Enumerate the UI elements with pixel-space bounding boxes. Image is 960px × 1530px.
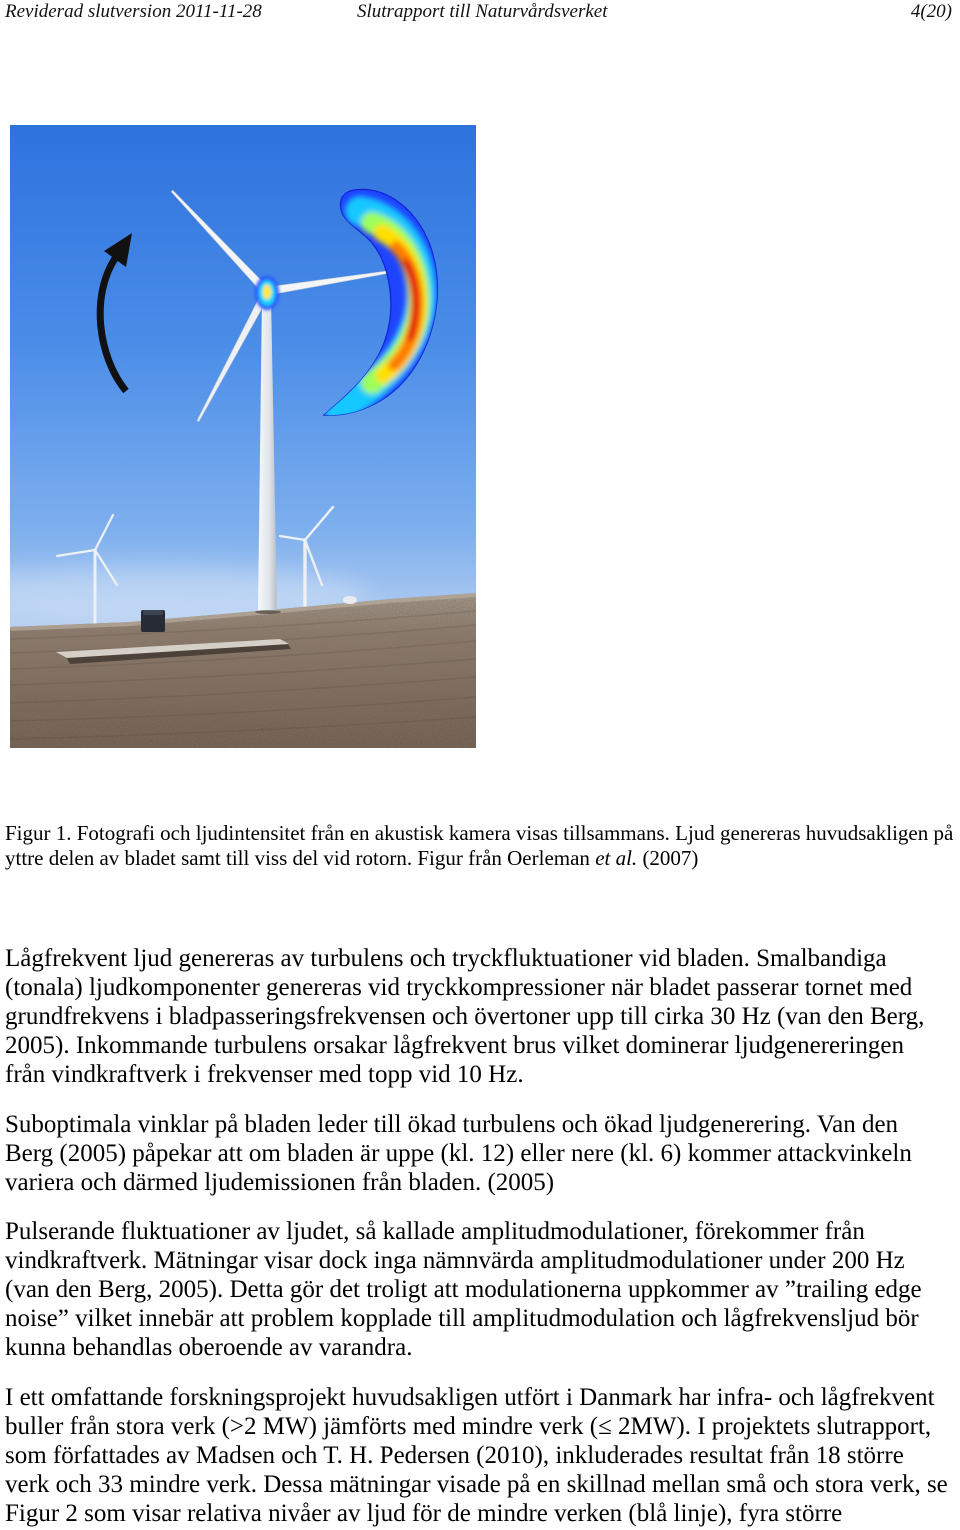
dark-vehicle-top (143, 610, 163, 615)
paragraph (5, 1110, 955, 1197)
rotor-sound-heatmap (255, 276, 279, 310)
header-report-title: Slutrapport till Naturvårdsverket (357, 1, 608, 22)
text-line: variera och därmed ljudemissionen från bladen. (2005) (5, 1168, 555, 1196)
header-page-number: 4(20) (910, 1, 952, 22)
paragraph (5, 944, 955, 1089)
text-line: grundfrekvens i bladpasseringsfrekvensen och övertoner upp till cirka 30 Hz (van den Berg, (5, 1003, 925, 1030)
text-line: 2005). Inkommande turbulens orsakar lågfrekvent brus vilket dominerar ljudgenereringen (5, 1032, 905, 1059)
caption-line (5, 846, 955, 871)
text-line: noise” vilket innebär att problem kopplade till amplitudmodulation och lågfrekvensljud bör (5, 1305, 919, 1333)
text-line: (van den Berg, 2005). Detta gör det troligt att modulationerna uppkommer av ”trailing edge (5, 1276, 922, 1304)
caption-italic-text: et al. (595, 846, 638, 870)
white-car (343, 596, 357, 604)
text-line: I ett omfattande forskningsprojekt huvudsakligen utfört i Danmark har infra- och lågfrekvent (5, 1383, 935, 1411)
paragraph (5, 1217, 955, 1362)
text-line: Suboptimala vinklar på bladen leder till ökad turbulens och ökad ljudgenerering. Van den (5, 1110, 899, 1138)
paragraph (5, 1383, 955, 1528)
figure-caption (5, 821, 955, 871)
text-line: Figur 2 som visar relativa nivåer av ljud för de mindre verken (blå linje), fyra större (5, 1499, 843, 1527)
text-line: (tonala) ljudkomponenter genereras vid tryckkompressioner när bladet passerar tornet med (5, 974, 913, 1001)
figure-photo (10, 125, 476, 748)
text-line: buller från stora verk (>2 MW) jämförts med mindre verk (≤ 2MW). I projektets slutrapport, (5, 1412, 932, 1440)
body-text (5, 944, 955, 1530)
tower-base-shadow (255, 610, 281, 614)
text-line: Berg (2005) påpekar att om bladen är uppe (kl. 12) eller nere (kl. 6) kommer attackvinkeln (5, 1139, 912, 1167)
text-line: Pulserande fluktuationer av ljudet, så kallade amplitudmodulationer, förekommer från (5, 1218, 865, 1246)
caption-text: (2007) (637, 846, 699, 870)
text-line: kunna behandlas oberoende av varandra. (5, 1334, 413, 1362)
text-line: verk och 33 mindre verk. Dessa mätningar visade på en skillnad mellan små och stora verk, se (5, 1470, 948, 1498)
text-line: från vindkraftverk i frekvenser med topp vid 10 Hz. (5, 1061, 524, 1088)
caption-line: Figur 1. Fotografi och ljudintensitet från en akustisk kamera visas tillsammans. Ljud genereras huvudsakligen på (5, 821, 954, 845)
text-line: som författades av Madsen och T. H. Pedersen (2010), inkluderades resultat från 18 större (5, 1441, 904, 1469)
header-version: Reviderad slutversion 2011-11-28 (5, 1, 262, 22)
caption-text: yttre delen av bladet samt till viss del vid rotorn. Figur från Oerleman (5, 846, 596, 870)
text-line: Lågfrekvent ljud genereras av turbulens och tryckfluktuationer vid bladen. Smalbandiga (5, 945, 887, 972)
text-line: vindkraftverk. Mätningar visar dock inga nämnvärda amplitudmodulationer under 200 Hz (5, 1247, 905, 1275)
